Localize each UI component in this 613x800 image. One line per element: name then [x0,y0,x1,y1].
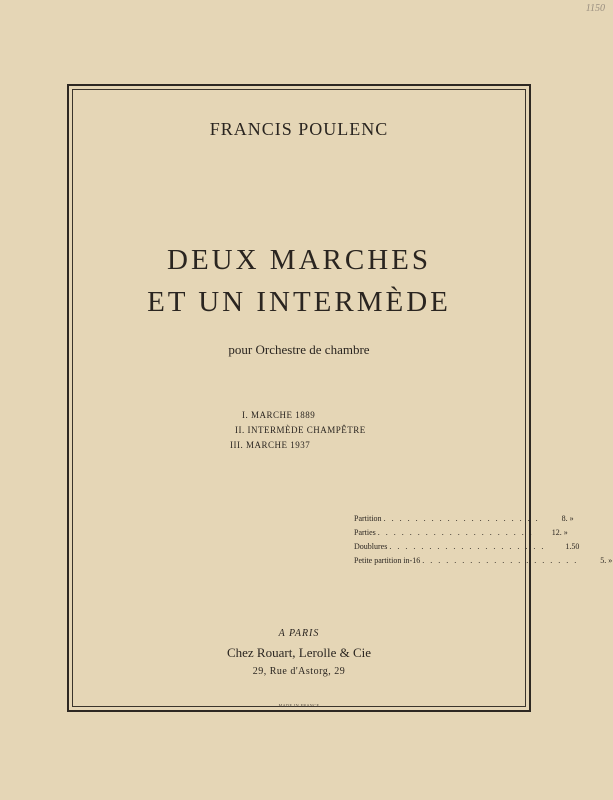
title-line-2: ET UN INTERMÈDE [147,286,451,318]
leader-dots: . . . . . . . . . . . . . . . . . . . . [377,528,534,537]
price-label: Partition [354,514,382,523]
movement-item [242,408,366,423]
price-row [354,512,574,526]
movement-name: MARCHE 1889 [251,410,316,420]
inner-border-frame [72,89,526,707]
publisher-city: A PARIS [278,628,320,639]
price-value: 5. » [600,556,613,565]
leader-dots: . . . . . . . . . . . . . . . . . . . . [422,556,579,565]
movement-item [235,423,366,438]
price-label: Doublures [354,542,388,551]
movements-list [230,408,366,453]
leader-dots: . . . . . . . . . . . . . . . . . . . . [383,514,540,523]
subtitle: pour Orchestre de chambre [228,342,370,357]
publisher-address: 29, Rue d'Astorg, 29 [252,666,346,677]
price-list [354,512,613,568]
price-label: Parties [354,528,376,537]
title-line-1: DEUX MARCHES [167,244,431,276]
price-row [354,526,568,540]
publisher-name: Chez Rouart, Lerolle & Cie [226,645,372,660]
movement-name: INTERMÈDE CHAMPÊTRE [247,425,366,435]
made-in-label: MADE IN FRANCE [278,703,320,708]
movement-item [230,438,366,453]
price-label: Petite partition in-16 [354,556,421,565]
price-value: 12. » [551,528,568,537]
movement-name: MARCHE 1937 [246,440,311,450]
pencil-annotation: 1150 [585,3,605,14]
movement-number: III. [230,440,244,450]
price-row [354,540,580,554]
composer-name: FRANCIS POULENC [209,119,389,139]
price-row [354,554,613,568]
price-value: 1.50 [565,542,580,551]
movement-number: II. [235,425,245,435]
movement-number: I. [242,410,249,420]
price-value: 8. » [561,514,574,523]
leader-dots: . . . . . . . . . . . . . . . . . . . . [389,542,546,551]
